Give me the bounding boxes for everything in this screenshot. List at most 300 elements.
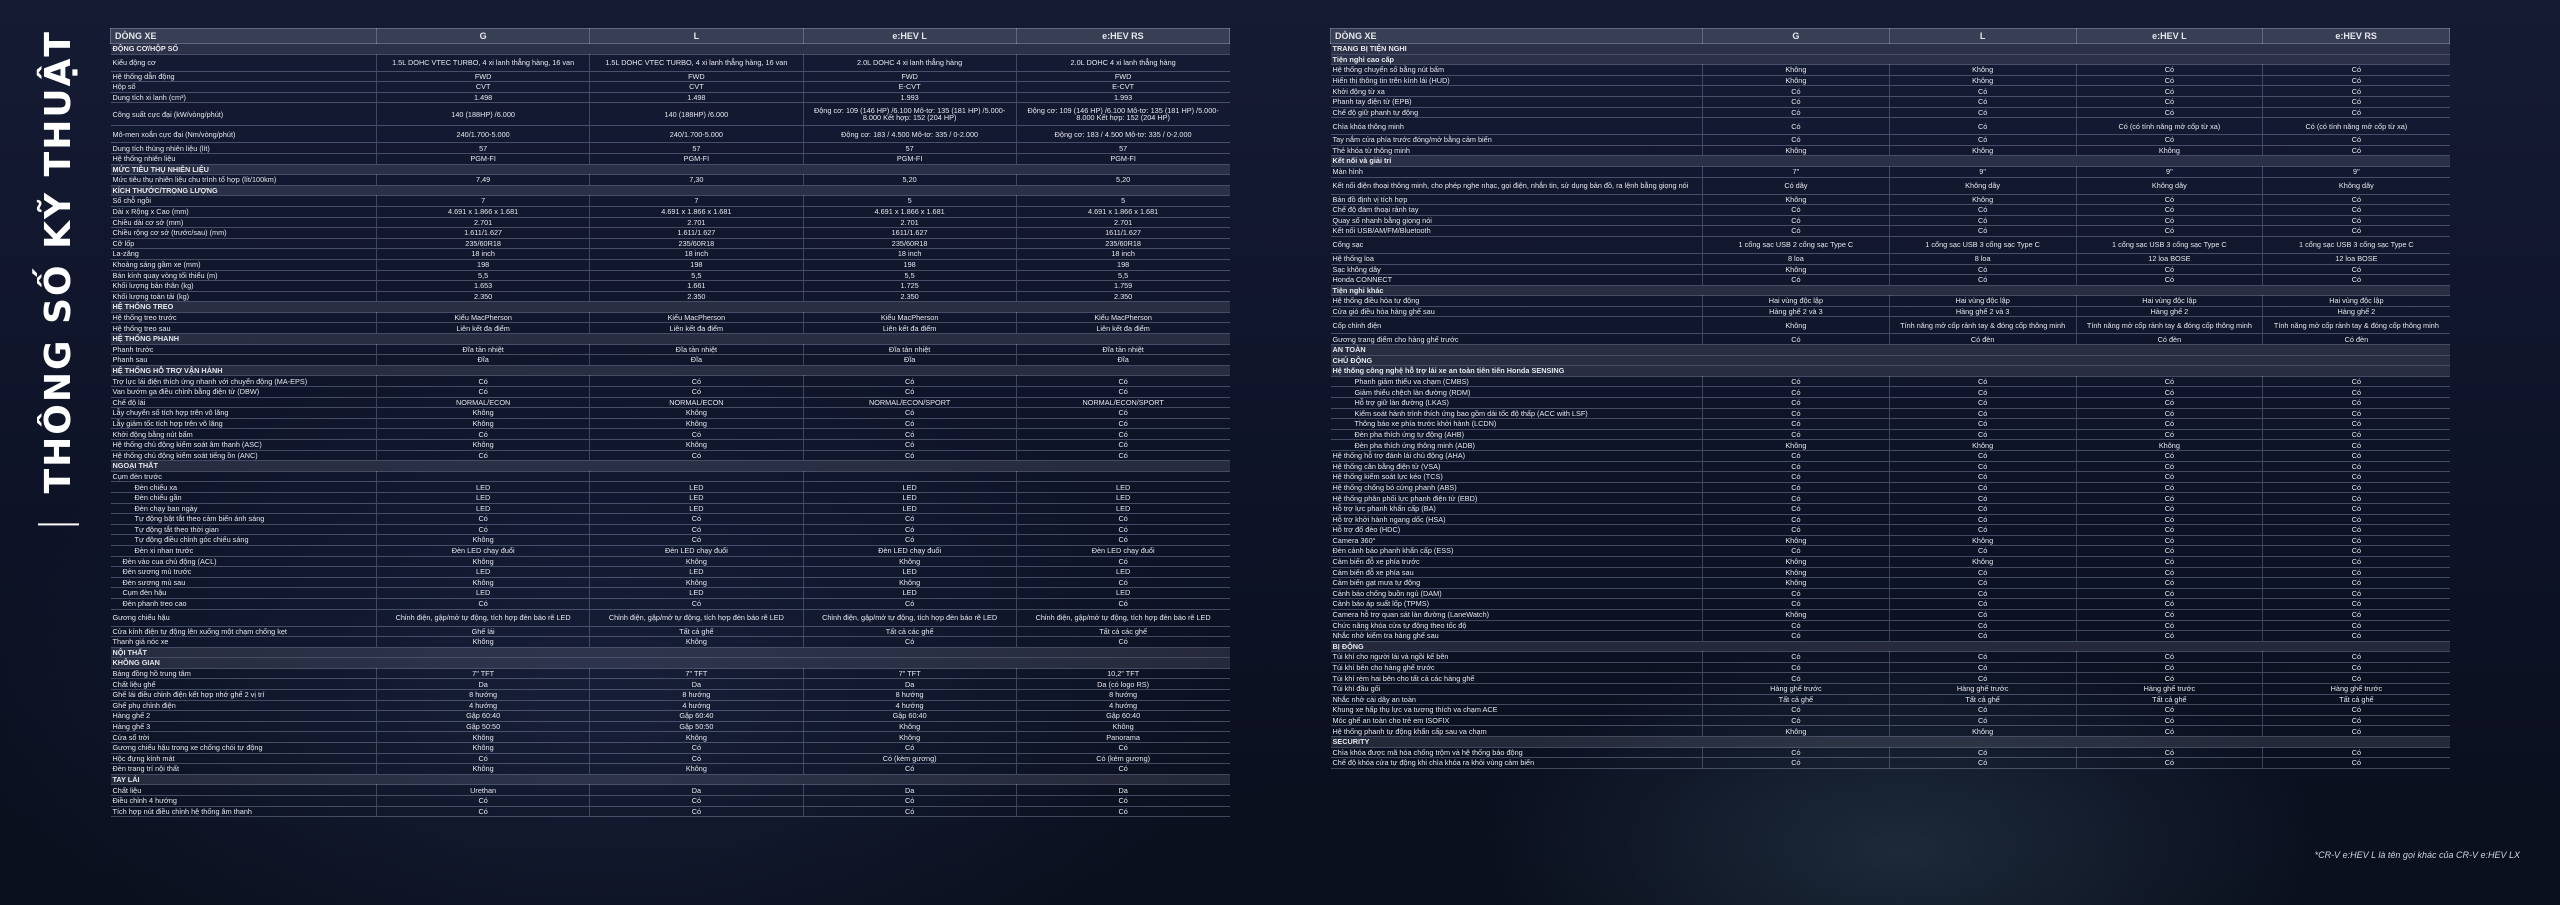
spec-value: 5,5	[803, 270, 1016, 281]
spec-label: Thẻ khóa từ thông minh	[1331, 145, 1703, 156]
spec-value: LED	[377, 492, 590, 503]
spec-value: Gập 50:50	[377, 721, 590, 732]
section-header-row	[1331, 54, 2450, 65]
section-title: MỨC TIÊU THỤ NHIÊN LIỆU	[111, 164, 1230, 175]
spec-value: Không	[1889, 145, 2076, 156]
spec-value: Tính năng mở cốp rảnh tay & đóng cốp thông minh	[1889, 317, 2076, 334]
spec-label: Ghế lái điều chỉnh điện kết hợp nhớ ghế 2 vị trí	[111, 690, 377, 701]
spec-value: Có	[803, 429, 1016, 440]
spec-value: Có	[2263, 205, 2450, 216]
spec-value: 2.701	[803, 217, 1016, 228]
spec-label: Cụm đèn hậu	[111, 588, 377, 599]
spec-value: Gập 60:40	[803, 711, 1016, 722]
spec-value: 7"	[1703, 166, 1890, 177]
spec-value: Không	[1889, 440, 2076, 451]
spec-value: Da	[377, 679, 590, 690]
spec-value: Có	[2263, 662, 2450, 673]
spec-value: Có	[2263, 514, 2450, 525]
spec-label: Cửa sổ trời	[111, 732, 377, 743]
spec-value: Không	[803, 556, 1016, 567]
spec-label: Đèn pha thích ứng tự động (AHB)	[1331, 429, 1703, 440]
table-row	[111, 355, 1230, 366]
spec-value: Có	[2076, 525, 2263, 536]
spec-value: Có	[2076, 264, 2263, 275]
spec-value: Có	[1889, 662, 2076, 673]
spec-label: Cốp chỉnh điện	[1331, 317, 1703, 334]
table-row	[1331, 275, 2450, 286]
spec-value: Có	[2076, 726, 2263, 737]
spec-value: Có	[2263, 609, 2450, 620]
spec-value: Có	[1703, 493, 1890, 504]
spec-value: 198	[803, 259, 1016, 270]
spec-value: Không	[1703, 194, 1890, 205]
table-row	[111, 567, 1230, 578]
spec-value: Đĩa	[803, 355, 1016, 366]
spec-value: FWD	[590, 71, 803, 82]
section-header-row	[111, 164, 1230, 175]
section-header-row	[111, 365, 1230, 376]
spec-value: E-CVT	[803, 82, 1016, 93]
spec-value: CVT	[590, 82, 803, 93]
spec-value: LED	[803, 492, 1016, 503]
spec-value: Có	[2076, 275, 2263, 286]
spec-value: Có	[1889, 705, 2076, 716]
spec-value: 7	[377, 196, 590, 207]
spec-label: Khởi động bằng nút bấm	[111, 429, 377, 440]
spec-value: Có	[2263, 503, 2450, 514]
spec-value: 1.661	[590, 281, 803, 292]
spec-value: Đĩa	[590, 355, 803, 366]
table-row	[111, 103, 1230, 126]
table-row	[1331, 535, 2450, 546]
spec-value: Có	[1889, 205, 2076, 216]
spec-value: Có	[2076, 747, 2263, 758]
table-row	[1331, 525, 2450, 536]
spec-value: Có	[590, 535, 803, 546]
spec-value: Có	[1703, 334, 1890, 345]
header-l: L	[1889, 29, 2076, 44]
spec-label: Túi khí rèm hai bên cho tất cả các hàng ghế	[1331, 673, 1703, 684]
spec-label: Giảm thiểu chệch làn đường (RDM)	[1331, 387, 1703, 398]
spec-label: Gương trang điểm cho hàng ghế trước	[1331, 334, 1703, 345]
spec-value: Hàng ghế 2	[2263, 306, 2450, 317]
spec-label: Cảm biến đỗ xe phía trước	[1331, 556, 1703, 567]
table-row	[111, 206, 1230, 217]
table-row	[111, 450, 1230, 461]
spec-value: Có	[2076, 226, 2263, 237]
spec-value: Có	[1016, 440, 1229, 451]
table-row	[1331, 482, 2450, 493]
spec-value: 12 loa BOSE	[2263, 253, 2450, 264]
table-row	[111, 609, 1230, 626]
table-row	[1331, 684, 2450, 695]
spec-label: Gương chiếu hậu	[111, 609, 377, 626]
spec-value: Có	[1889, 419, 2076, 430]
spec-value: Liên kết đa điểm	[377, 323, 590, 334]
table-row	[111, 721, 1230, 732]
table-row	[1331, 253, 2450, 264]
spec-value: 5,5	[1016, 270, 1229, 281]
spec-label: La-zăng	[111, 249, 377, 260]
spec-value: Kiểu MacPherson	[590, 312, 803, 323]
spec-value: Có	[2076, 493, 2263, 504]
spec-value: Có	[590, 376, 803, 387]
spec-value: Có	[1889, 493, 2076, 504]
spec-value: Đĩa tản nhiệt	[377, 344, 590, 355]
spec-value: Có	[2263, 631, 2450, 642]
table-row	[111, 785, 1230, 796]
spec-value: Panorama	[1016, 732, 1229, 743]
spec-value: Không	[377, 556, 590, 567]
spec-value: Có	[2263, 75, 2450, 86]
section-title: SECURITY	[1331, 737, 2450, 748]
section-title: Tiện nghi cao cấp	[1331, 54, 2450, 65]
spec-value: FWD	[803, 71, 1016, 82]
table-row	[1331, 472, 2450, 483]
table-row	[1331, 264, 2450, 275]
spec-value: 10,2" TFT	[1016, 668, 1229, 679]
section-title: HỆ THỐNG HỖ TRỢ VẬN HÀNH	[111, 365, 1230, 376]
spec-value: LED	[803, 588, 1016, 599]
spec-value: Không	[803, 577, 1016, 588]
spec-label: Trợ lực lái điện thích ứng nhanh với chuyển động (MA-EPS)	[111, 376, 377, 387]
header-ehev-l: e:HEV L	[803, 29, 1016, 44]
spec-value: Có	[803, 598, 1016, 609]
spec-value: Có	[1016, 743, 1229, 754]
spec-value: Có	[1889, 376, 2076, 387]
spec-value: 2.350	[803, 291, 1016, 302]
spec-value: LED	[377, 567, 590, 578]
spec-value: 1 cổng sạc USB 3 cổng sạc Type C	[2076, 236, 2263, 253]
spec-value: Da (có logo RS)	[1016, 679, 1229, 690]
spec-value: Có	[1703, 715, 1890, 726]
spec-value: Có	[803, 514, 1016, 525]
spec-value: Không	[1703, 556, 1890, 567]
spec-value: Có	[1889, 461, 2076, 472]
spec-label: Chiều dài cơ sở (mm)	[111, 217, 377, 228]
spec-label: Đèn chiếu gần	[111, 492, 377, 503]
spec-value: 2.701	[590, 217, 803, 228]
header-l: L	[590, 29, 803, 44]
spec-label: Hệ thống phân phối lực phanh điện tử (EBD)	[1331, 493, 1703, 504]
spec-label: Cảm biến đỗ xe phía sau	[1331, 567, 1703, 578]
spec-value: Không	[1889, 194, 2076, 205]
table-row	[1331, 236, 2450, 253]
spec-value: Không	[803, 721, 1016, 732]
spec-label: Khung xe hấp thụ lực va tương thích va chạm ACE	[1331, 705, 1703, 716]
spec-value: 1.611/1.627	[377, 228, 590, 239]
spec-value: Không	[377, 577, 590, 588]
table-row	[1331, 317, 2450, 334]
spec-value: Có	[1889, 226, 2076, 237]
spec-label: Bán kính quay vòng tối thiểu (m)	[111, 270, 377, 281]
spec-value: 1.5L DOHC VTEC TURBO, 4 xi lanh thẳng hàng, 16 van	[377, 54, 590, 71]
table-row	[111, 492, 1230, 503]
spec-value: Có	[377, 387, 590, 398]
table-row	[111, 796, 1230, 807]
spec-value: Có	[1703, 86, 1890, 97]
spec-value: LED	[1016, 588, 1229, 599]
spec-value: Gập 50:50	[590, 721, 803, 732]
spec-value: Có	[2263, 65, 2450, 76]
spec-value: Hàng ghế trước	[2076, 684, 2263, 695]
spec-label: Bảng đồng hồ trung tâm	[111, 668, 377, 679]
spec-value: Không	[590, 556, 803, 567]
spec-value: Có	[2263, 398, 2450, 409]
spec-value: Có	[2263, 620, 2450, 631]
spec-value: Gập 60:40	[1016, 711, 1229, 722]
spec-value: Có	[1889, 631, 2076, 642]
spec-value: Có	[2263, 747, 2450, 758]
spec-value: Có	[1703, 599, 1890, 610]
spec-value: Có	[1703, 419, 1890, 430]
spec-value: Có	[2076, 472, 2263, 483]
spec-value: 57	[590, 143, 803, 154]
table-row	[1331, 620, 2450, 631]
table-row	[111, 679, 1230, 690]
spec-value: Có (kèm gương)	[1016, 753, 1229, 764]
spec-value: Có	[1703, 747, 1890, 758]
spec-value: Hàng ghế trước	[1703, 684, 1890, 695]
spec-label: Hệ thống loa	[1331, 253, 1703, 264]
spec-value: Không	[377, 535, 590, 546]
table-row	[111, 471, 1230, 482]
table-row	[1331, 408, 2450, 419]
spec-value: 57	[377, 143, 590, 154]
spec-value: 1.725	[803, 281, 1016, 292]
section-title: CHỦ ĐỘNG	[1331, 355, 2450, 366]
spec-label: Tay nắm cửa phía trước đóng/mở bằng cảm biến	[1331, 135, 1703, 146]
spec-label: Mức tiêu thụ nhiên liệu chu trình tổ hợp (lít/100km)	[111, 175, 377, 186]
table-row	[111, 238, 1230, 249]
spec-value: Da	[590, 785, 803, 796]
spec-value: 5	[1016, 196, 1229, 207]
spec-value: Không	[803, 732, 1016, 743]
spec-value: Có	[2263, 493, 2450, 504]
spec-value: Đèn LED chạy đuổi	[803, 545, 1016, 556]
spec-value: LED	[377, 482, 590, 493]
spec-label: Công suất cực đại (kW/vòng/phút)	[111, 103, 377, 126]
spec-value: Đĩa	[377, 355, 590, 366]
spec-value: Có	[2263, 567, 2450, 578]
spec-label: Màn hình	[1331, 166, 1703, 177]
spec-value	[803, 471, 1016, 482]
table-row	[111, 217, 1230, 228]
spec-value: 4 hướng	[590, 700, 803, 711]
spec-value: 8 hướng	[1016, 690, 1229, 701]
spec-value: Tất cả ghế	[2263, 694, 2450, 705]
section-title: NGOẠI THẤT	[111, 461, 1230, 472]
spec-value: Có	[2076, 205, 2263, 216]
spec-value: Hàng ghế trước	[1889, 684, 2076, 695]
table-row	[111, 690, 1230, 701]
spec-label: Cửa gió điều hòa hàng ghế sau	[1331, 306, 1703, 317]
spec-value: Có	[2076, 758, 2263, 769]
spec-value: 1.611/1.627	[590, 228, 803, 239]
table-row	[1331, 194, 2450, 205]
spec-value: Có	[1889, 567, 2076, 578]
spec-label: Tích hợp nút điều chỉnh hệ thống âm thanh	[111, 806, 377, 817]
table-row	[111, 482, 1230, 493]
table-row	[111, 54, 1230, 71]
spec-value: 8 loa	[1703, 253, 1890, 264]
spec-value: 18 inch	[590, 249, 803, 260]
table-row	[111, 503, 1230, 514]
spec-value: Đèn LED chạy đuổi	[590, 545, 803, 556]
spec-label: Đèn cảnh báo phanh khẩn cấp (ESS)	[1331, 546, 1703, 557]
spec-value: 8 hướng	[590, 690, 803, 701]
spec-value: 1.759	[1016, 281, 1229, 292]
section-header-row	[111, 774, 1230, 785]
spec-value: 140 (188HP) /6.000	[377, 103, 590, 126]
spec-label: Hệ thống hỗ trợ đánh lái chủ động (AHA)	[1331, 451, 1703, 462]
spec-value: 7,49	[377, 175, 590, 186]
spec-value: 7,30	[590, 175, 803, 186]
spec-value: Không	[1703, 609, 1890, 620]
spec-value: NORMAL/ECON	[590, 397, 803, 408]
spec-value: Động cơ: 183 / 4.500 Mô-tơ: 335 / 0-2.000	[1016, 126, 1229, 143]
spec-value: Có	[1889, 503, 2076, 514]
spec-label: Hệ thống chủ động kiểm soát tiếng ồn (ANC)	[111, 450, 377, 461]
spec-value: Có	[803, 535, 1016, 546]
table-row	[1331, 419, 2450, 430]
section-header-row	[1331, 641, 2450, 652]
table-row	[1331, 662, 2450, 673]
table-row	[111, 514, 1230, 525]
spec-value: Có	[1889, 398, 2076, 409]
spec-value: 7" TFT	[377, 668, 590, 679]
spec-value: CVT	[377, 82, 590, 93]
table-row	[1331, 758, 2450, 769]
spec-label: Túi khí cho người lái và ngồi kế bên	[1331, 652, 1703, 663]
spec-value: Có	[803, 806, 1016, 817]
spec-value: 57	[803, 143, 1016, 154]
spec-value: Có	[2263, 419, 2450, 430]
table-row	[111, 281, 1230, 292]
table-row	[111, 545, 1230, 556]
table-row	[111, 82, 1230, 93]
spec-value: Có	[803, 764, 1016, 775]
spec-label: Hệ thống treo trước	[111, 312, 377, 323]
section-header-row	[1331, 156, 2450, 167]
spec-label: Đèn pha thích ứng thông minh (ADB)	[1331, 440, 1703, 451]
table-row	[1331, 631, 2450, 642]
spec-value: 12 loa BOSE	[2076, 253, 2263, 264]
spec-value: Có	[2076, 705, 2263, 716]
spec-value: 4.691 x 1.866 x 1.681	[1016, 206, 1229, 217]
spec-label: Mô-men xoắn cực đại (Nm/vòng/phút)	[111, 126, 377, 143]
spec-label: Cửa kính điện tự động lên xuống một chạm chống kẹt	[111, 626, 377, 637]
spec-value: LED	[803, 503, 1016, 514]
spec-value: 4 hướng	[1016, 700, 1229, 711]
table-row	[111, 312, 1230, 323]
spec-value: Có	[1889, 609, 2076, 620]
spec-value: Urethan	[377, 785, 590, 796]
spec-value: 18 inch	[803, 249, 1016, 260]
spec-value: Hàng ghế 2	[2076, 306, 2263, 317]
spec-value: NORMAL/ECON/SPORT	[803, 397, 1016, 408]
spec-value: Có	[803, 408, 1016, 419]
spec-label: Cảnh báo chống buồn ngủ (DAM)	[1331, 588, 1703, 599]
spec-value: Có	[803, 743, 1016, 754]
spec-value: Có	[2076, 482, 2263, 493]
spec-value: Có	[2263, 264, 2450, 275]
spec-value: Có	[2076, 194, 2263, 205]
spec-label: Chìa khóa thông minh	[1331, 118, 1703, 135]
spec-label: Hỗ trợ lực phanh khẩn cấp (BA)	[1331, 503, 1703, 514]
table-row	[111, 577, 1230, 588]
spec-value: Có	[1889, 652, 2076, 663]
spec-value: Hai vùng độc lập	[1889, 296, 2076, 307]
spec-label: Kiểm soát hành trình thích ứng bao gồm dải tốc độ thấp (ACC with LSF)	[1331, 408, 1703, 419]
table-row	[111, 228, 1230, 239]
spec-label: Phanh giảm thiểu va chạm (CMBS)	[1331, 376, 1703, 387]
spec-label: Cổng sạc	[1331, 236, 1703, 253]
spec-value: Có	[2263, 525, 2450, 536]
spec-value: Không	[377, 637, 590, 648]
table-row	[111, 175, 1230, 186]
spec-value: Có	[2263, 451, 2450, 462]
spec-value: Động cơ: 183 / 4.500 Mô-tơ: 335 / 0-2.000	[803, 126, 1016, 143]
spec-value: Có	[2263, 275, 2450, 286]
section-header-row	[1331, 345, 2450, 356]
table-row	[1331, 226, 2450, 237]
spec-label: Tự động bật tắt theo cảm biến ánh sáng	[111, 514, 377, 525]
spec-label: Dung tích xi lanh (cm³)	[111, 92, 377, 103]
table-row	[1331, 86, 2450, 97]
spec-value: 235/60R18	[377, 238, 590, 249]
spec-value: Có	[2076, 631, 2263, 642]
spec-value: Có	[1703, 472, 1890, 483]
spec-value: Có	[1703, 107, 1890, 118]
spec-label: Túi khí đầu gối	[1331, 684, 1703, 695]
spec-value: Có	[1016, 376, 1229, 387]
spec-value: 1.5L DOHC VTEC TURBO, 4 xi lanh thẳng hàng, 16 van	[590, 54, 803, 71]
spec-value: Có	[1703, 620, 1890, 631]
spec-value: Có	[2263, 726, 2450, 737]
header-ehev-rs: e:HEV RS	[2263, 29, 2450, 44]
spec-value: Có	[377, 429, 590, 440]
spec-value: 1611/1.627	[803, 228, 1016, 239]
spec-value: Có	[1889, 525, 2076, 536]
spec-value: Có	[2076, 546, 2263, 557]
spec-value: Có	[2076, 609, 2263, 620]
spec-value: Có	[1703, 482, 1890, 493]
spec-value: 2.701	[377, 217, 590, 228]
spec-label: Chìa khóa được mã hóa chống trộm và hệ thống báo động	[1331, 747, 1703, 758]
spec-value: Không	[2076, 145, 2263, 156]
spec-value: Động cơ: 109 (146 HP) /6.100 Mô-tơ: 135 (181 HP) /5.000-8.000 Kết hợp: 152 (204 HP)	[1016, 103, 1229, 126]
spec-value: 5	[803, 196, 1016, 207]
spec-value: Đèn LED chạy đuổi	[1016, 545, 1229, 556]
spec-value: 235/60R18	[803, 238, 1016, 249]
spec-value: Có	[2076, 96, 2263, 107]
section-title: BỊ ĐỘNG	[1331, 641, 2450, 652]
spec-value: Có	[2263, 673, 2450, 684]
spec-value: Có	[1703, 662, 1890, 673]
spec-value: 4.691 x 1.866 x 1.681	[590, 206, 803, 217]
spec-value: Có	[2263, 652, 2450, 663]
spec-value: 2.0L DOHC 4 xi lanh thẳng hàng	[803, 54, 1016, 71]
section-title: AN TOÀN	[1331, 345, 2450, 356]
section-header-row	[111, 461, 1230, 472]
spec-value: Da	[1016, 785, 1229, 796]
spec-label: Thông báo xe phía trước khởi hành (LCDN)	[1331, 419, 1703, 430]
spec-label: Đèn trang trí nội thất	[111, 764, 377, 775]
spec-label: Hệ thống dẫn động	[111, 71, 377, 82]
spec-value: Chỉnh điện, gập/mở tự động, tích hợp đèn báo rẽ LED	[1016, 609, 1229, 626]
spec-label: Ghế phụ chỉnh điện	[111, 700, 377, 711]
